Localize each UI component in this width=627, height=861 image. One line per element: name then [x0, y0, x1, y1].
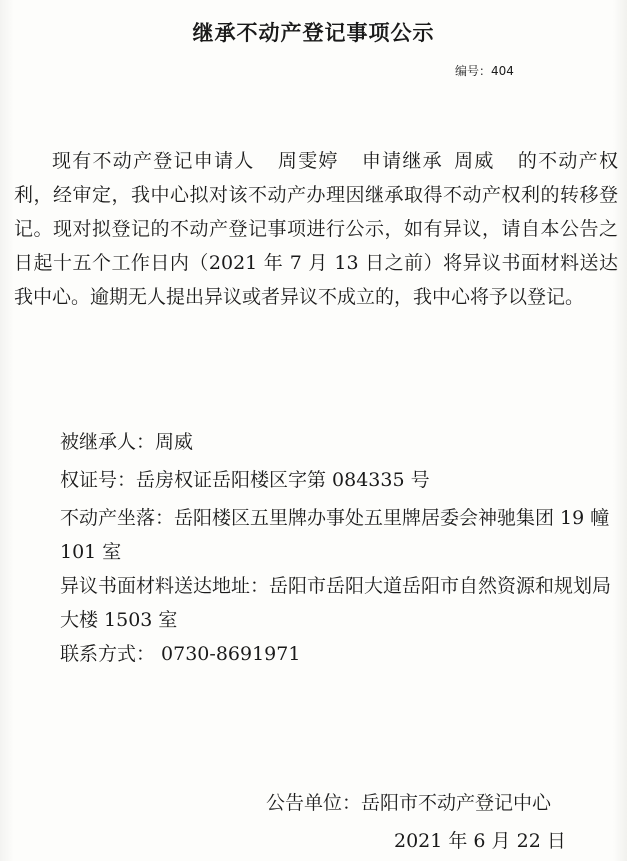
- intro-de: 的: [516, 150, 539, 172]
- issuer-signature: 公告单位：岳阳市不动产登记中心: [266, 792, 552, 814]
- deceased-name: 周威: [452, 150, 495, 172]
- heir-line: 被继承人：周威: [60, 431, 194, 453]
- notice-paragraph: [14, 144, 618, 314]
- intro-rest: 不动产权利，经审定，我中心拟对该不动产办理因继承取得不动产权利的转移登记。现对拟登记的不动产登记事项进行公示，如有异议，请自本公告之日起十五个工作日内（2021 年 7 月 13 日之前）将异议书面材料送达我中心。逾期无人提出异议或者异议不成立的，我中心将予以登记。: [14, 150, 618, 308]
- issue-date: 2021 年 6 月 22 日: [394, 830, 566, 852]
- address-line: 异议书面材料送达地址：岳阳市岳阳大道岳阳市自然资源和规划局大楼 1503 室: [60, 575, 612, 631]
- property-details: [14, 425, 618, 675]
- contact-line: 联系方式： 0730-8691971: [60, 643, 301, 665]
- intro-prefix: 现有不动产登记申请人: [52, 150, 255, 172]
- notice-body: [14, 144, 618, 314]
- document-number: 编号：404: [455, 64, 514, 78]
- applicant-name: 周雯婷: [276, 150, 339, 172]
- location-line: 不动产坐落：岳阳楼区五里牌办事处五里牌居委会神驰集团 19 幢 101 室: [60, 507, 610, 563]
- page-title: 继承不动产登记事项公示: [192, 21, 435, 45]
- inherit-label: 申请继承: [360, 150, 443, 172]
- certificate-line: 权证号：岳房权证岳阳楼区字第 084335 号: [60, 469, 430, 491]
